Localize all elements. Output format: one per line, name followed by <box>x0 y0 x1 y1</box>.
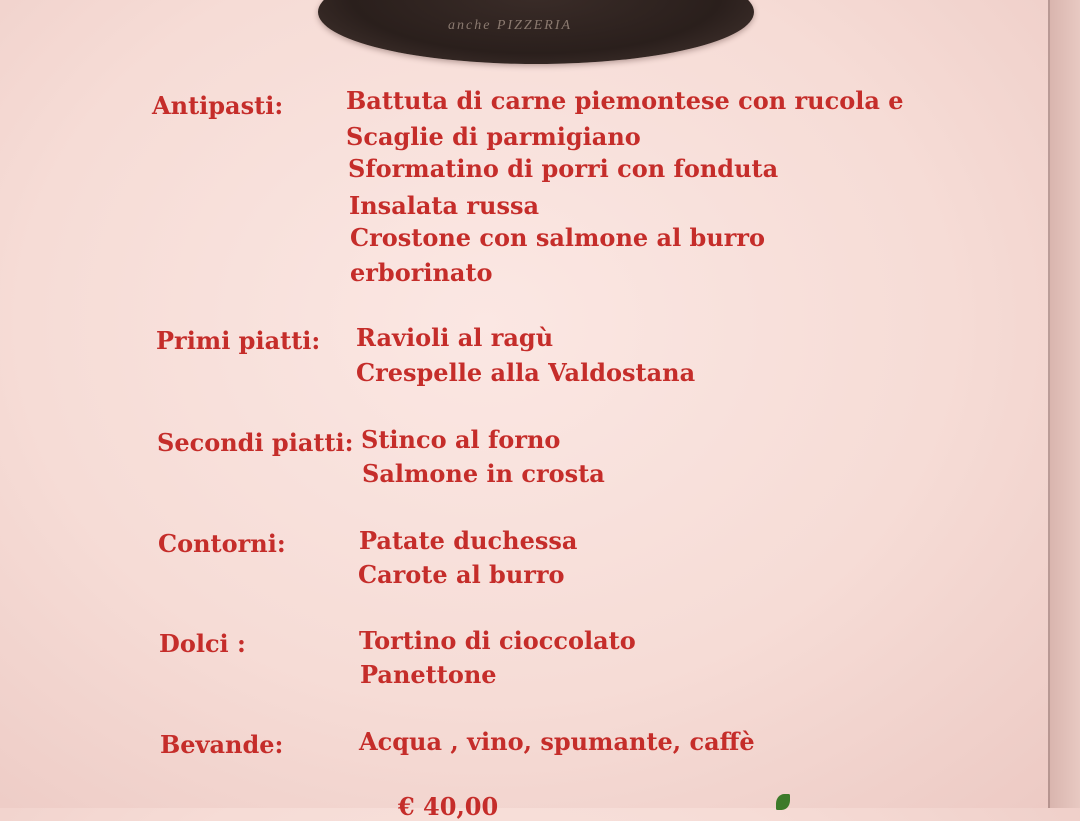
menu-item: erborinato <box>350 258 493 287</box>
menu-item: Crostone con salmone al burro <box>350 223 766 252</box>
menu-item: Tortino di cioccolato <box>359 626 636 655</box>
section-label-primi: Primi piatti: <box>156 326 321 355</box>
menu-item: Stinco al forno <box>361 425 561 454</box>
section-label-dolci: Dolci : <box>159 629 246 658</box>
menu-item: Salmone in crosta <box>362 459 605 488</box>
menu-item: Panettone <box>360 660 497 689</box>
logo-text: anche PIZZERIA <box>448 18 573 33</box>
section-label-contorni: Contorni: <box>158 529 286 558</box>
menu-item: Carote al burro <box>358 560 565 589</box>
menu-item: Acqua , vino, spumante, caffè <box>359 727 755 756</box>
menu-item: Insalata russa <box>349 191 540 220</box>
menu-item: Battuta di carne piemontese con rucola e <box>346 86 904 115</box>
menu-item: Scaglie di parmigiano <box>346 122 641 151</box>
menu-item: Crespelle alla Valdostana <box>356 358 696 387</box>
section-label-antipasti: Antipasti: <box>152 91 284 120</box>
section-label-secondi: Secondi piatti: <box>157 428 354 457</box>
background-wall <box>1050 0 1080 808</box>
menu-item: Ravioli al ragù <box>356 323 554 352</box>
section-label-bevande: Bevande: <box>160 730 284 759</box>
menu-item: Patate duchessa <box>359 526 578 555</box>
restaurant-logo <box>318 0 754 64</box>
menu-item: Sformatino di porri con fonduta <box>348 154 779 183</box>
menu-price: € 40,00 <box>398 792 499 821</box>
